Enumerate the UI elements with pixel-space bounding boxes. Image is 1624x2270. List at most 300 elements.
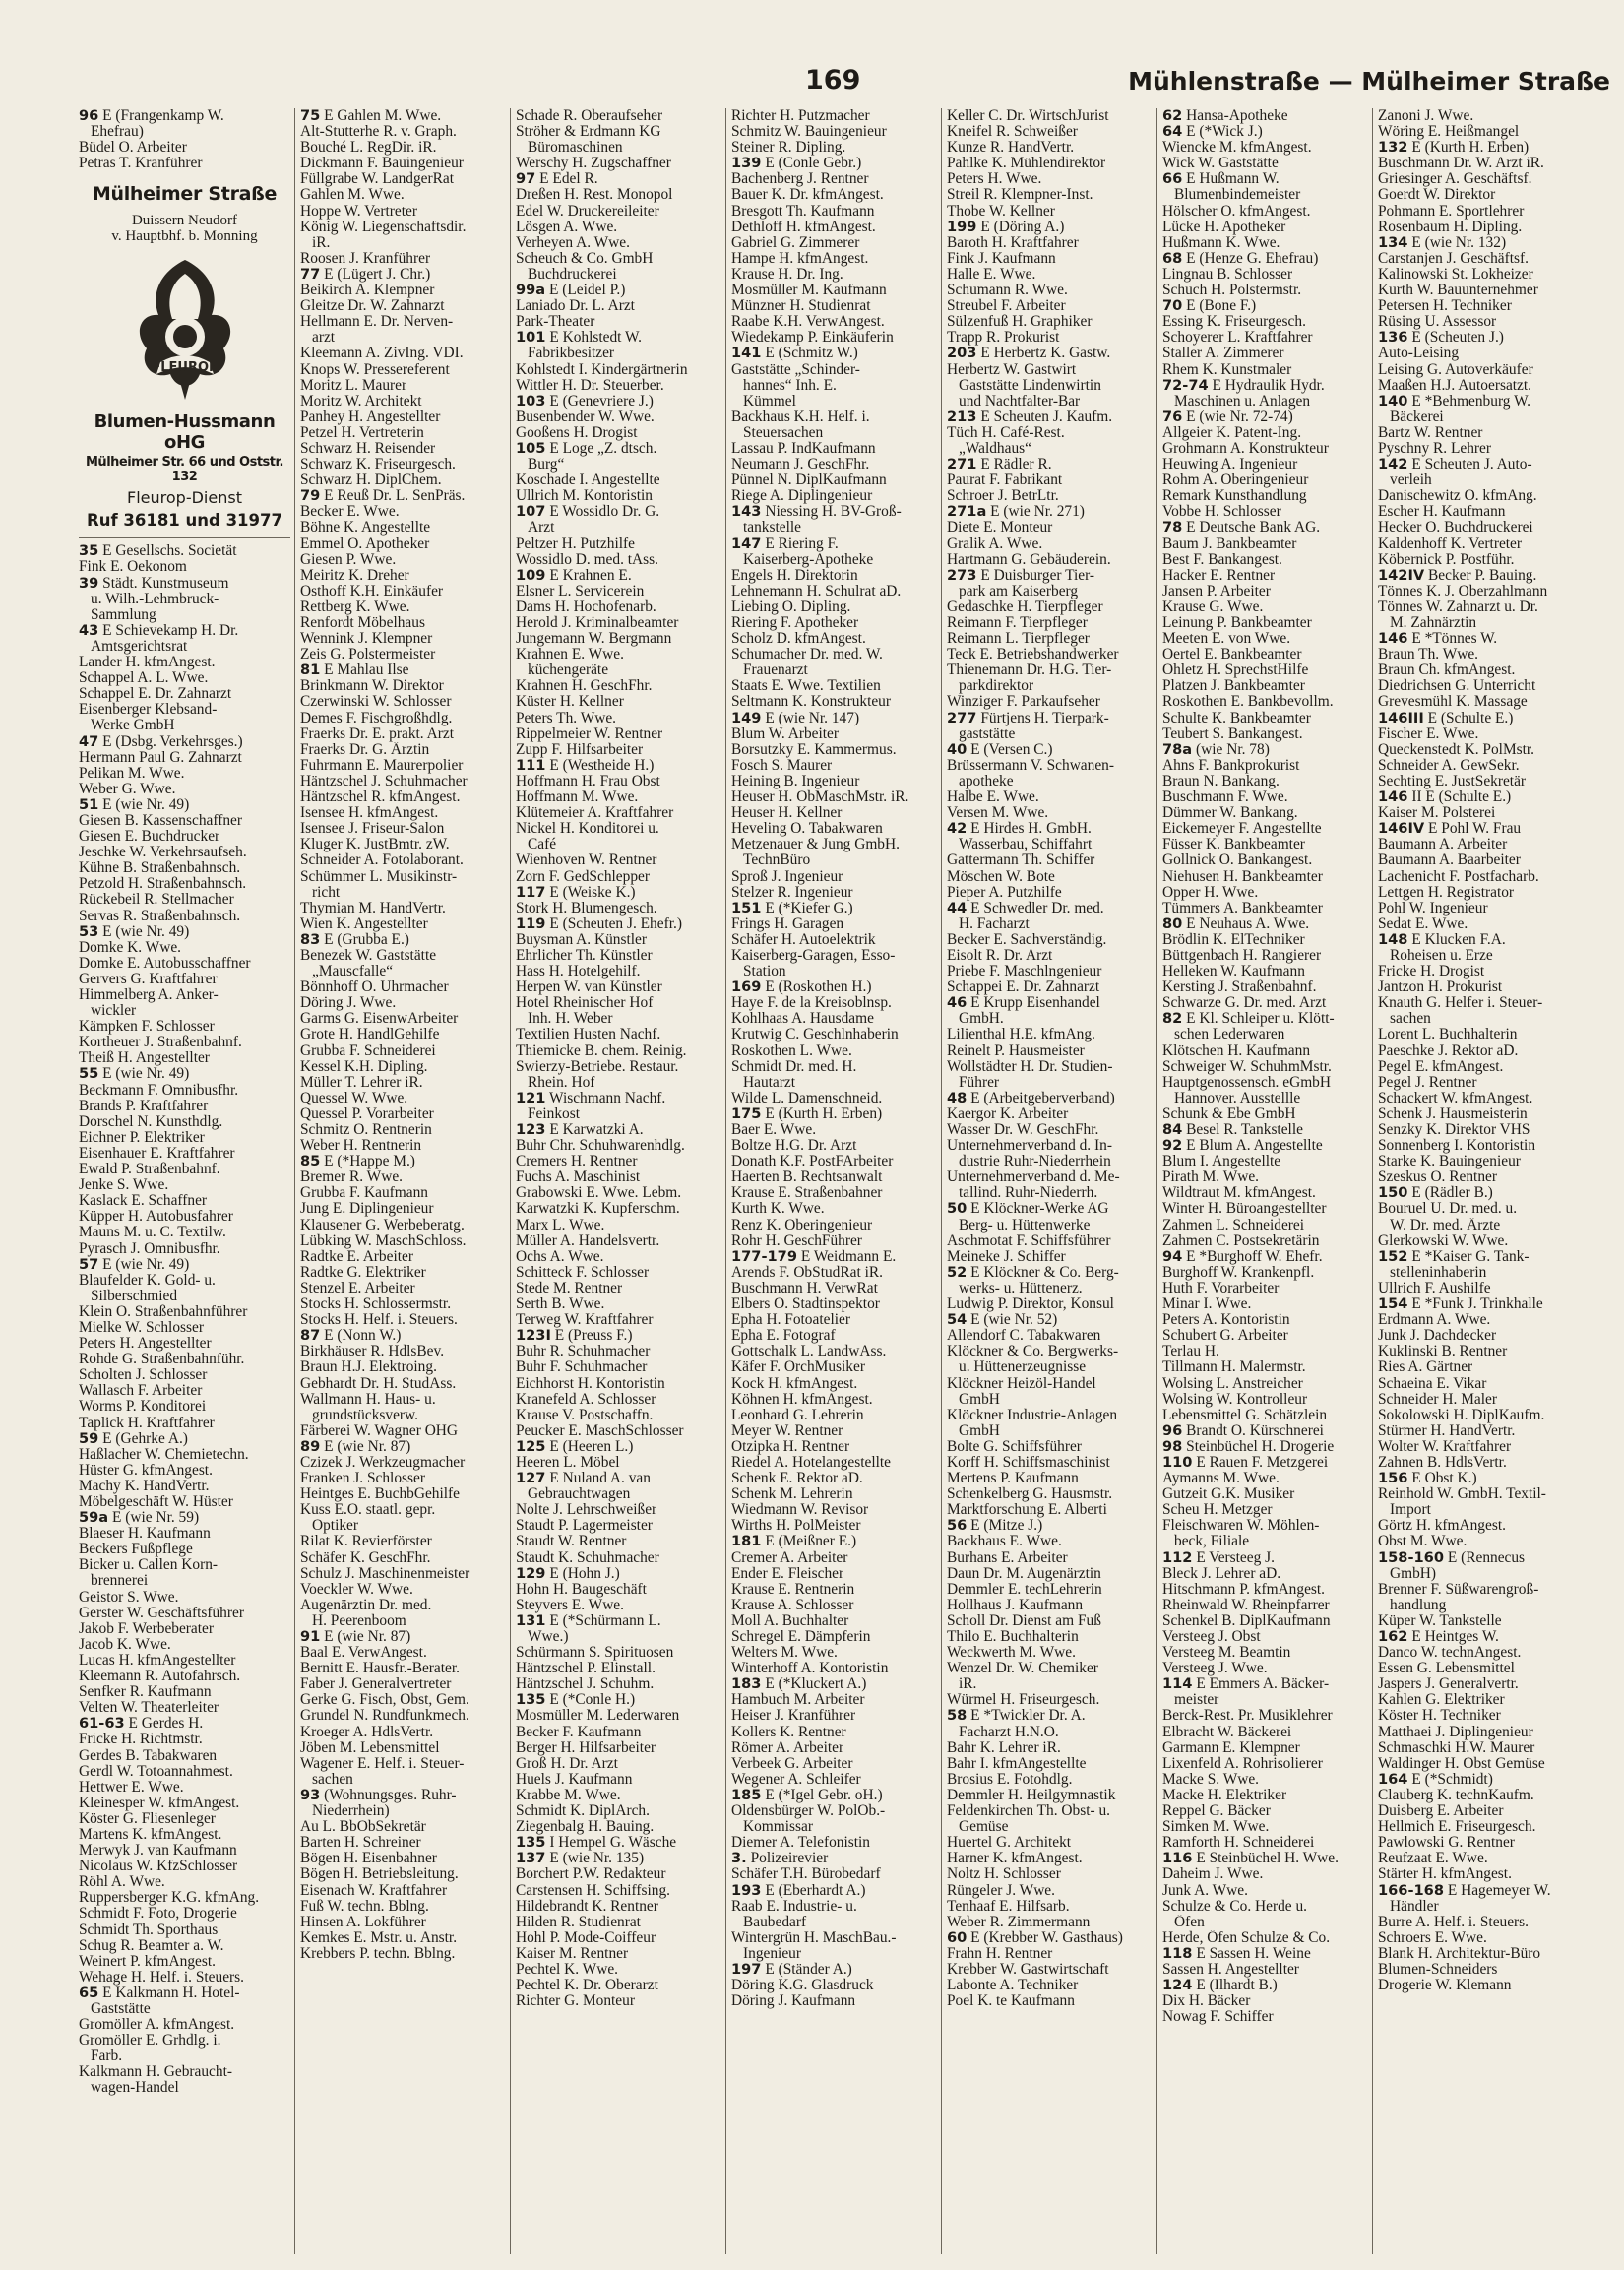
entry-text: Meineke J. Schiffer: [947, 1248, 1066, 1265]
directory-entry: [947, 821, 1153, 837]
entry-text: Burghoff W. Krankenpfl.: [1162, 1264, 1315, 1281]
entry-text: Staats E. Wwe. Textilien: [731, 678, 881, 695]
directory-entry: [516, 1344, 721, 1359]
directory-entry: [79, 1986, 290, 2001]
directory-entry: [1162, 520, 1368, 536]
entry-text: Keller C. Dr. WirtschJurist: [947, 108, 1109, 124]
entry-text: Alt-Stutterhe R. v. Graph.: [300, 124, 457, 141]
directory-entry: [300, 394, 506, 410]
directory-entry: [947, 615, 1153, 631]
directory-entry: [79, 1035, 290, 1050]
entry-text: Färberei W. Wagner OHG: [300, 1422, 459, 1439]
entry-text: E Versteeg J.: [1196, 1549, 1275, 1566]
directory-entry: [731, 1613, 937, 1629]
directory-entry: [79, 1669, 290, 1684]
directory-entry: [731, 124, 937, 140]
directory-entry: [516, 1930, 721, 1946]
entry-text: Gervers G. Kraftfahrer: [79, 971, 218, 987]
directory-entry: [79, 1019, 290, 1035]
directory-entry: [300, 1486, 506, 1502]
entry-text: Donath K.F. PostFArbeiter: [731, 1154, 894, 1170]
directory-entry: [947, 1534, 1153, 1549]
directory-entry: [300, 1359, 506, 1375]
house-number: 101: [516, 330, 546, 347]
entry-text: Burre A. Helf. i. Steuers.: [1378, 1914, 1530, 1930]
directory-entry: [1378, 615, 1584, 631]
entry-text: E Karwatzki A.: [549, 1122, 644, 1138]
directory-entry: [947, 1866, 1153, 1882]
directory-entry: [1162, 1803, 1368, 1819]
directory-entry: [300, 552, 506, 568]
directory-entry: [1162, 995, 1368, 1011]
directory-entry: [1162, 742, 1368, 758]
entry-text: Velten W. Theaterleiter: [79, 1700, 219, 1717]
entry-text: Niehusen H. Bankbeamter: [1162, 868, 1323, 885]
directory-entry: [1378, 1550, 1584, 1566]
entry-text: Aschmotat F. Schiffsführer: [947, 1232, 1111, 1249]
entry-text: E (Döring A.): [980, 219, 1065, 235]
house-number: 124: [1162, 1978, 1193, 1994]
entry-text: Paeschke J. Rektor aD.: [1378, 1042, 1519, 1059]
entry-text: Baer E. Wwe.: [731, 1122, 817, 1138]
directory-entry: [731, 1883, 937, 1899]
directory-entry: [1378, 314, 1584, 330]
entry-text: E (*Wick J.): [1186, 124, 1263, 141]
directory-entry: [79, 1859, 290, 1874]
entry-text: Himmelberg A. Anker-: [79, 987, 219, 1003]
directory-entry: [300, 568, 506, 584]
directory-entry: [1378, 821, 1584, 837]
entry-text: Osthoff K.H. Einkäufer: [300, 583, 444, 599]
directory-entry: [1162, 1661, 1368, 1676]
directory-entry: [516, 1962, 721, 1978]
directory-entry: [1378, 726, 1584, 742]
house-number: 65: [79, 1985, 99, 2001]
entry-text: Jakob F. Werbeberater: [79, 1620, 214, 1637]
directory-entry: [947, 1328, 1153, 1344]
entry-text: Stenzel E. Arbeiter: [300, 1280, 415, 1296]
entry-text: E Gahlen M. Wwe.: [324, 108, 442, 124]
entry-text: Tüch H. Café-Rest.: [947, 424, 1065, 441]
directory-entry: [516, 1154, 721, 1169]
directory-entry: [79, 639, 290, 655]
entry-text: E (wie Nr. 147): [765, 710, 860, 726]
directory-entry: [731, 1201, 937, 1217]
entry-text: Epha H. Fotoatelier: [731, 1312, 850, 1329]
entry-text: Köster G. Fliesenleger: [79, 1810, 216, 1827]
entry-text: Stede M. Rentner: [516, 1280, 623, 1296]
entry-text: Machy K. HandVertr.: [79, 1478, 210, 1494]
entry-text: u. Hüttenerzeugnisse: [959, 1359, 1087, 1376]
directory-entry: [300, 204, 506, 220]
house-number: 97: [516, 171, 536, 188]
entry-text: Gerdes B. Tabakwaren: [79, 1747, 218, 1764]
entry-text: Wiedekamp P. Einkäuferin: [731, 330, 894, 347]
directory-entry: [731, 1725, 937, 1740]
entry-text: Brands P. Kraftfahrer: [79, 1098, 209, 1114]
house-number: 131: [516, 1612, 546, 1629]
directory-entry: [947, 1091, 1153, 1106]
entry-text: Noltz H. Schlosser: [947, 1866, 1061, 1883]
directory-entry: [1162, 1312, 1368, 1328]
entry-text: E Duisburger Tier-: [980, 567, 1095, 584]
entry-text: Becker F. Kaufmann: [516, 1724, 642, 1740]
entry-text: Arzt: [528, 520, 555, 536]
directory-entry: [1378, 774, 1584, 789]
entry-text: Staudt W. Rentner: [516, 1534, 627, 1550]
entry-text: Wiencke M. kfmAngest.: [1162, 140, 1312, 157]
entry-text: Isensee J. Friseur-Salon: [300, 821, 445, 838]
entry-text: Schoyerer L. Kraftfahrer: [1162, 330, 1313, 347]
directory-entry: [516, 457, 721, 473]
entry-text: Jansen P. Arbeiter: [1162, 583, 1271, 599]
column-4: [725, 108, 941, 2254]
entry-text: Brenner F. Süßwarengroß-: [1378, 1581, 1539, 1598]
entry-text: E (Westheide H.): [549, 757, 655, 774]
entry-text: Nowag F. Schiffer: [1162, 2009, 1274, 2026]
entry-text: Opper H. Wwe.: [1162, 884, 1259, 901]
directory-entry: [300, 251, 506, 267]
directory-entry: [731, 1915, 937, 1930]
entry-text: E (wie Nr. 132): [1411, 234, 1507, 251]
entry-text: Raabe K.H. VerwAngest.: [731, 314, 885, 331]
directory-entry: [1162, 852, 1368, 868]
entry-text: Beckers Fußpflege: [79, 1542, 193, 1558]
entry-text: E (wie Nr. 59): [112, 1510, 200, 1527]
house-number: 146III: [1378, 710, 1424, 726]
entry-text: Schenkel B. DiplKaufmann: [1162, 1612, 1331, 1629]
directory-entry: [516, 410, 721, 425]
house-number: 271a: [947, 504, 987, 521]
entry-text: Koschade I. Angestellte: [516, 473, 660, 489]
entry-text: E (Scheuten J. Ehefr.): [549, 915, 682, 932]
directory-entry: [516, 520, 721, 536]
entry-text: Petras T. Kranführer: [79, 156, 203, 172]
entry-text: Sokolowski H. DiplKaufm.: [1378, 1407, 1545, 1423]
entry-text: Stork H. Blumengesch.: [516, 900, 657, 916]
directory-entry: [947, 662, 1153, 678]
directory-entry: [516, 916, 721, 932]
entry-text: Haerten B. Rechtsanwalt: [731, 1169, 883, 1186]
directory-entry: [516, 615, 721, 631]
directory-entry: [947, 1439, 1153, 1455]
directory-entry: [731, 979, 937, 995]
house-number: 147: [731, 536, 762, 552]
entry-text: E Klucken F.A.: [1411, 931, 1506, 948]
entry-text: Wollstädter H. Dr. Studien-: [947, 1058, 1113, 1075]
directory-entry: [947, 948, 1153, 964]
directory-entry: [1162, 1328, 1368, 1344]
directory-entry: [300, 314, 506, 330]
directory-entry: [1378, 916, 1584, 932]
entry-text: Klausener G. Werbeberatg.: [300, 1217, 465, 1233]
directory-entry: [79, 1621, 290, 1637]
directory-entry: [300, 298, 506, 314]
directory-entry: [731, 1788, 937, 1803]
entry-text: Häntzschel J. Schuhmacher: [300, 773, 468, 789]
directory-entry: [1162, 1645, 1368, 1661]
directory-entry: [1162, 1169, 1368, 1185]
entry-text: Scholl Dr. Dienst am Fuß: [947, 1612, 1101, 1629]
entry-text: Isensee H. kfmAngest.: [300, 805, 439, 822]
directory-entry: [1162, 552, 1368, 568]
directory-entry: [516, 283, 721, 298]
entry-text: Krebber W. Gastwirtschaft: [947, 1961, 1109, 1978]
house-number: 111: [516, 757, 546, 774]
directory-entry: [516, 584, 721, 599]
directory-entry: [516, 235, 721, 251]
directory-entry: [300, 1392, 506, 1408]
directory-entry: [79, 1320, 290, 1336]
entry-text: Backhaus E. Wwe.: [947, 1534, 1062, 1550]
entry-text: Würmel H. Friseurgesch.: [947, 1692, 1100, 1709]
directory-entry: [947, 1265, 1153, 1281]
house-number: 183: [731, 1676, 762, 1693]
house-number: 134: [1378, 234, 1408, 251]
entry-text: Thienemann Dr. H.G. Tier-: [947, 662, 1112, 679]
entry-text: Diedrichsen G. Unterricht: [1378, 678, 1536, 695]
entry-text: E Hirdes H. GmbH.: [970, 821, 1092, 838]
directory-entry: [1162, 124, 1368, 140]
entry-text: Riedel A. Hotelangestellte: [731, 1454, 891, 1471]
entry-text: Peters H. Wwe.: [947, 171, 1042, 188]
directory-entry: [300, 837, 506, 852]
entry-text: Verbeek G. Arbeiter: [731, 1755, 853, 1772]
entry-text: Moll A. Buchhalter: [731, 1612, 849, 1629]
entry-text: E (wie Nr. 49): [102, 796, 190, 813]
entry-text: Maaßen H.J. Autoersatzt.: [1378, 377, 1532, 394]
directory-entry: [947, 330, 1153, 346]
entry-text: Klötschen H. Kaufmann: [1162, 1042, 1311, 1059]
entry-text: Gemüse: [959, 1819, 1009, 1836]
directory-entry: [516, 1518, 721, 1534]
entry-text: Rosenbaum H. Dipling.: [1378, 219, 1523, 235]
directory-entry: [1162, 1598, 1368, 1613]
entry-text: Pegel J. Rentner: [1378, 1074, 1477, 1091]
entry-text: Bahr I. kfmAngestellte: [947, 1755, 1087, 1772]
directory-entry: [1378, 1598, 1584, 1613]
directory-entry: [1378, 852, 1584, 868]
directory-entry: [947, 789, 1153, 805]
entry-text: Versteeg J. Wwe.: [1162, 1661, 1268, 1677]
entry-text: Petzel H. Vertreterin: [300, 424, 424, 441]
directory-entry: [1162, 821, 1368, 837]
directory-entry: [1162, 314, 1368, 330]
directory-entry: [516, 1486, 721, 1502]
directory-entry: [731, 1692, 937, 1708]
entry-text: Schwarz H. Reisender: [300, 440, 436, 457]
entry-text: Brödlin K. ElTechniker: [1162, 931, 1305, 948]
entry-text: Kessel K.H. Dipling.: [300, 1058, 428, 1075]
directory-entry: [300, 1835, 506, 1851]
directory-entry: [1162, 1550, 1368, 1566]
directory-entry: [947, 1550, 1153, 1566]
entry-text: Fuß W. techn. Bblng.: [300, 1898, 429, 1915]
entry-text: Renz K. Oberingenieur: [731, 1217, 873, 1233]
house-number: 51: [79, 796, 99, 813]
entry-text: Fink J. Kaufmann: [947, 250, 1056, 267]
house-number: 85: [300, 1154, 321, 1170]
entry-text: Gerdl W. Totoannahmest.: [79, 1763, 233, 1780]
directory-entry: [516, 869, 721, 885]
house-number: 116: [1162, 1851, 1193, 1867]
house-number: 84: [1162, 1122, 1183, 1138]
entry-text: Franken J. Schlosser: [300, 1471, 425, 1487]
directory-entry: [731, 1629, 937, 1645]
entry-text: Eickemeyer F. Angestellte: [1162, 821, 1322, 838]
column-7: [1372, 108, 1588, 2254]
directory-entry: [947, 774, 1153, 789]
entry-text: E (wie Nr. 87): [324, 1438, 411, 1455]
entry-text: Mielke W. Schlosser: [79, 1319, 204, 1336]
directory-entry: [1162, 171, 1368, 187]
entry-text: Dethloff H. kfmAngest.: [731, 219, 876, 235]
directory-entry: [731, 441, 937, 457]
entry-text: Gromöller A. kfmAngest.: [79, 2017, 235, 2034]
directory-entry: [1378, 1011, 1584, 1027]
house-number: 146: [1378, 631, 1408, 648]
column-3: [510, 108, 725, 2254]
entry-text: Wossidlo D. med. tAss.: [516, 551, 658, 568]
directory-entry: [947, 362, 1153, 378]
entry-text: Epha E. Fotograf: [731, 1328, 836, 1345]
directory-entry: [1162, 220, 1368, 235]
entry-text: Krebbers P. techn. Bblng.: [300, 1945, 456, 1962]
house-number: 94: [1162, 1248, 1183, 1265]
house-number: 76: [1162, 409, 1183, 425]
entry-text: Feldenkirchen Th. Obst- u.: [947, 1803, 1110, 1820]
directory-entry: [947, 1312, 1153, 1328]
directory-entry: [516, 346, 721, 361]
entry-text: Seltmann K. Konstrukteur: [731, 694, 892, 711]
entry-text: E Pohl W. Frau: [1428, 821, 1522, 838]
directory-entry: [731, 1455, 937, 1471]
entry-text: Peucker E. MaschSchlosser: [516, 1422, 684, 1439]
entry-text: Tenhaaf E. Hilfsarb.: [947, 1898, 1070, 1915]
entry-text: Textilien Husten Nachf.: [516, 1027, 661, 1043]
entry-text: Lübking W. MaschSchloss.: [300, 1232, 467, 1249]
entry-text: Fraerks Dr. E. prakt. Arzt: [300, 725, 455, 742]
house-number: 68: [1162, 250, 1183, 267]
house-number: 164: [1378, 1771, 1408, 1788]
entry-text: Pegel E. kfmAngest.: [1378, 1058, 1504, 1075]
entry-text: Bresgott Th. Kaufmann: [731, 203, 875, 220]
entry-text: Ohletz H. SprechstHilfe: [1162, 662, 1309, 679]
entry-text: Schwarze G. Dr. med. Arzt: [1162, 995, 1327, 1012]
directory-entry: [1162, 1946, 1368, 1962]
directory-entry: [516, 1899, 721, 1915]
entry-text: Grohmann A. Konstrukteur: [1162, 440, 1329, 457]
directory-entry: [1378, 1803, 1584, 1819]
house-number: 75: [300, 108, 321, 124]
entry-text: Giesen E. Buchdrucker: [79, 829, 220, 846]
entry-text: Bauer K. Dr. kfmAngest.: [731, 187, 884, 204]
directory-entry: [516, 1946, 721, 1962]
directory-entry: [731, 346, 937, 361]
directory-entry: [1162, 1915, 1368, 1930]
directory-entry: [1162, 1582, 1368, 1598]
directory-entry: [79, 124, 290, 140]
entry-text: Ramforth H. Schneiderei: [1162, 1835, 1315, 1852]
entry-text: Pelikan M. Wwe.: [79, 765, 185, 782]
entry-text: Quessel W. Wwe.: [300, 1090, 408, 1106]
entry-text: Blaufelder K. Gold- u.: [79, 1272, 216, 1289]
directory-entry: [300, 1899, 506, 1915]
entry-text: Stürmer H. HandVertr.: [1378, 1422, 1516, 1439]
house-number: 158-160: [1378, 1549, 1444, 1566]
house-number: 78: [1162, 520, 1183, 536]
directory-entry: [300, 1122, 506, 1138]
entry-text: Edel W. Druckereileiter: [516, 203, 659, 220]
house-number: 213: [947, 409, 977, 425]
entry-text: Pahlke K. Mühlendirektor: [947, 156, 1106, 172]
directory-entry: [1162, 1930, 1368, 1946]
entry-text: Kohlhaas A. Hausdame: [731, 1011, 874, 1028]
entry-text: Barten H. Schreiner: [300, 1835, 421, 1852]
directory-entry: [731, 267, 937, 283]
directory-entry: [731, 520, 937, 536]
directory-entry: [1378, 1376, 1584, 1392]
entry-text: stelleninhaberin: [1390, 1264, 1487, 1281]
entry-text: Wagener E. Helf. i. Steuer-: [300, 1755, 465, 1772]
entry-text: Ströher & Erdmann KG: [516, 124, 661, 141]
directory-entry: [1162, 1376, 1368, 1392]
ad-phone: Ruf 36181 und 31977: [87, 511, 282, 531]
entry-text: Schade R. Oberaufseher: [516, 108, 663, 124]
entry-text: Schneider A. GewSekr.: [1378, 757, 1520, 774]
entry-text: E (wie Nr. 87): [324, 1629, 411, 1645]
entry-text: Roosen J. Kranführer: [300, 250, 431, 267]
directory-entry: [79, 1241, 290, 1257]
directory-entry: [731, 1154, 937, 1169]
entry-text: Meiritz K. Dreher: [300, 567, 409, 584]
entry-text: Ender E. Fleischer: [731, 1565, 844, 1582]
directory-entry: [300, 758, 506, 774]
directory-entry: [947, 520, 1153, 536]
entry-text: E Kalkmann H. Hotel-: [102, 1985, 240, 2001]
directory-entry: [516, 1376, 721, 1392]
house-number: 151: [731, 900, 762, 916]
entry-text: Elbers O. Stadtinspektor: [731, 1296, 880, 1313]
directory-entry: [1378, 932, 1584, 948]
directory-entry: [79, 1906, 290, 1922]
directory-entry: [79, 860, 290, 876]
directory-entry: [731, 1439, 937, 1455]
directory-entry: [516, 1661, 721, 1676]
entry-text: Streubel F. Arbeiter: [947, 298, 1066, 315]
directory-entry: [947, 1376, 1153, 1392]
directory-entry: [79, 1352, 290, 1367]
directory-entry: [1378, 378, 1584, 394]
entry-text: Giesen P. Wwe.: [300, 551, 397, 568]
house-number: 137: [516, 1851, 546, 1867]
entry-text: Kurth W. Bauunternehmer: [1378, 283, 1538, 299]
directory-entry: [731, 568, 937, 584]
directory-entry: [300, 1676, 506, 1692]
directory-entry: [731, 552, 937, 568]
entry-text: Kuklinski B. Rentner: [1378, 1344, 1508, 1360]
directory-entry: [731, 916, 937, 932]
directory-entry: [1162, 1534, 1368, 1549]
entry-text: Zeis G. Polstermeister: [300, 647, 436, 663]
directory-entry: [516, 187, 721, 203]
entry-text: Brüssermann V. Schwanen-: [947, 757, 1114, 774]
entry-text: Fischer E. Wwe.: [1378, 725, 1479, 742]
entry-text: Groß H. Dr. Arzt: [516, 1755, 618, 1772]
directory-entry: [731, 1344, 937, 1359]
directory-entry: [947, 1803, 1153, 1819]
directory-entry: [1162, 1962, 1368, 1978]
